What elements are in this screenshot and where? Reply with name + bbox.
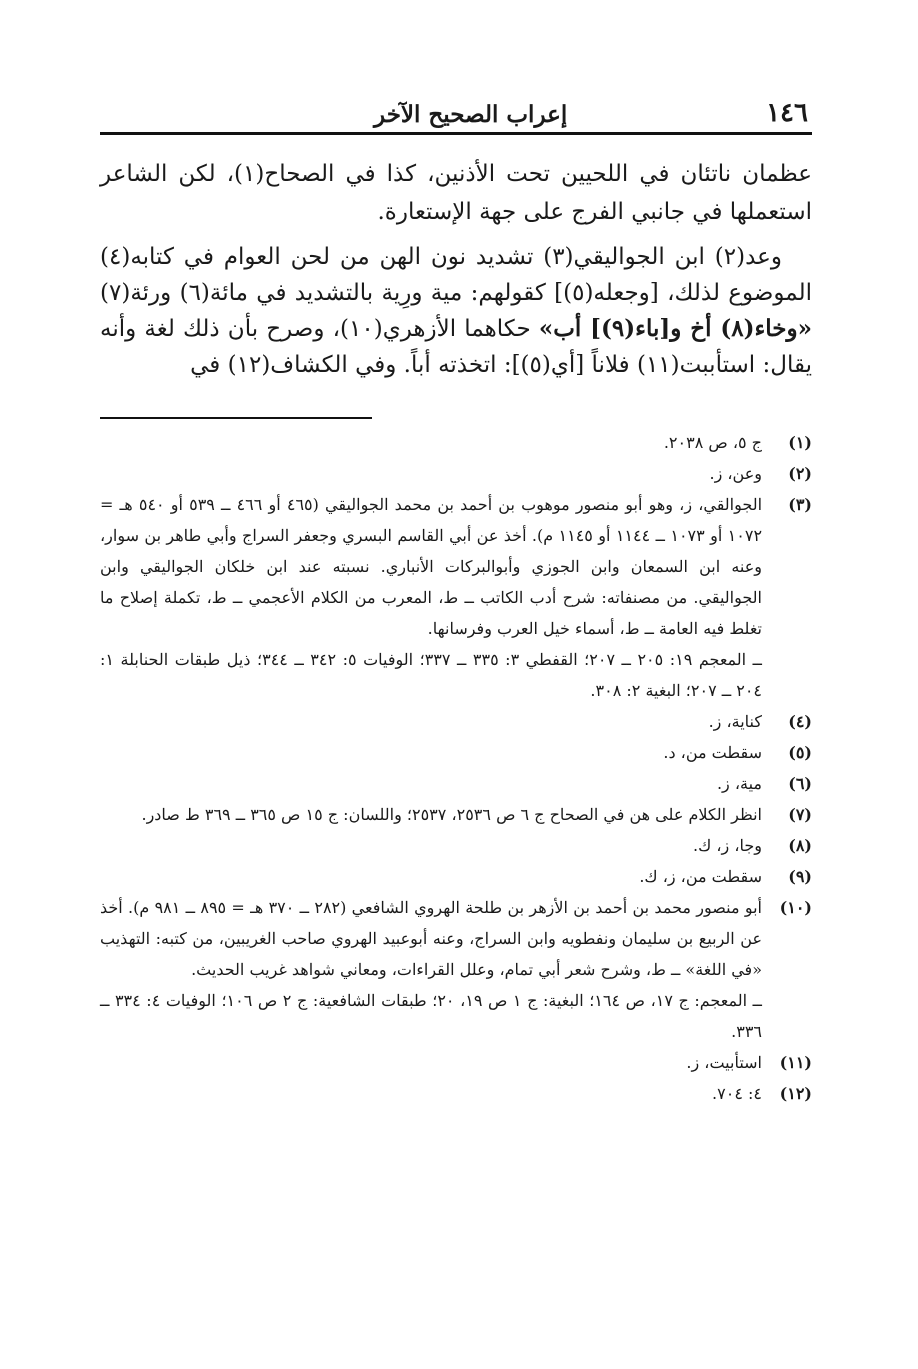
footnote	[100, 706, 812, 737]
paragraph-2-bold-quote: «وخاء(٨) أخ و[باء(٩)] أب»	[538, 315, 812, 342]
footnote	[100, 427, 812, 458]
paragraph-1: عظمان ناتئان في اللحيين تحت الأذنين، كذا في الصحاح(١)، لكن الشاعر استعملها في جانبي الفرج على جهة الإستعارة.	[100, 161, 812, 225]
footnote-reference: ــ المعجم ١٩: ٢٠٥ ــ ٢٠٧؛ القفطي ٣: ٣٣٥ ــ ٣٣٧؛ الوفيات ٥: ٣٤٢ ــ ٣٤٤؛ ذيل طبقات الحنابلة ١: ٢٠٤ ــ ٢٠٧؛ البغية ٢: ٣٠٨.	[100, 650, 762, 700]
footnote-separator	[100, 417, 372, 419]
footnote-number: (٤)	[788, 712, 812, 731]
footnote-text: انظر الكلام على هن في الصحاح ج ٦ ص ٢٥٣٦، ٢٥٣٧؛ واللسان: ج ١٥ ص ٣٦٥ ــ ٣٦٩ ط صادر.	[141, 805, 762, 824]
page-header	[100, 90, 812, 135]
footnote-text: استأبيت، ز.	[686, 1053, 762, 1072]
footnote-text: سقطت من، ز، ك.	[639, 867, 762, 886]
footnote-text: وجا، ز، ك.	[693, 836, 762, 855]
footnote-text: الجوالقي، ز، وهو أبو منصور موهوب بن أحمد بن محمد الجواليقي (٤٦٥ أو ٤٦٦ ــ ٥٣٩ أو ٥٤٠ هـ = ١٠٧٢ أو ١٠٧٣ ــ ١١٤٤ أو ١١٤٥ م). أخذ عن أبي القاسم البسري وجعفر السراج وأبي طاهر بن سوار، وعنه ابن السمعان وابن الجوزي وأبوالبركات الأنباري. نسبته عند ابن خلكان الجواليقي وابن الجواليقي. من مصنفاته: شرح أدب الكاتب ــ ط، المعرب من الكلام الأعجمي ــ ط، تكملة إصلاح ما تغلط فيه العامة ــ ط، أسماء خيل العرب وفرسانها.	[100, 495, 763, 638]
footnote-text: ٤: ٧٠٤.	[712, 1084, 762, 1103]
footnote-text: أبو منصور محمد بن أحمد بن الأزهر بن طلحة الهروي الشافعي (٢٨٢ ــ ٣٧٠ هـ = ٨٩٥ ــ ٩٨١ م). أخذ عن الربيع بن سليمان ونفطويه وابن السراج، وعنه أبوعبيد الهروي صاحب الغريبين، من كتبه: التهذيب «في اللغة» ــ ط، وشرح شعر أبي تمام، وعلل القراءات، ومعاني شواهد غريب الحديث.	[100, 898, 763, 979]
footnote-separator-wrap	[100, 417, 812, 419]
footnote-text: ج ٥، ص ٢٠٣٨.	[663, 433, 762, 452]
footnote	[100, 861, 812, 892]
footnote-number: (١)	[788, 433, 812, 452]
footnote-number: (٢)	[788, 464, 812, 483]
footnote	[100, 737, 812, 768]
paragraph-2-part-b: حكاهما الأزهري(١٠)، وصرح بأن ذلك لغة وأنه يقال: استأببت(١١) فلاناً [أي(٥)]: اتخذته أباً. وفي الكشاف(١٢) في	[100, 316, 812, 378]
footnote-number: (٩)	[788, 867, 812, 886]
footnote-text: مية، ز.	[716, 774, 762, 793]
paragraph-2-part-a: وعد(٢) ابن الجواليقي(٣) تشديد نون الهن من لحن العوام في كتابه(٤) الموضوع لذلك، [وجعله(٥)] كقولهم: مية ورِية بالتشديد في مائة(٦) ورئة(٧)	[100, 244, 812, 306]
footnote-number: (٥)	[788, 743, 812, 762]
book-page	[100, 90, 812, 1109]
footnotes	[100, 427, 812, 1109]
footnote-number: (١٠)	[779, 898, 812, 917]
footnote	[100, 1047, 812, 1078]
footnote	[100, 830, 812, 861]
footnote-number: (٦)	[788, 774, 812, 793]
page-number: ١٤٦	[766, 98, 808, 128]
footnote-number: (٣)	[788, 495, 812, 514]
main-text	[100, 155, 812, 383]
footnote	[100, 799, 812, 830]
footnote	[100, 1078, 812, 1109]
footnote	[100, 768, 812, 799]
footnote-number: (٧)	[788, 805, 812, 824]
footnote-number: (١٢)	[779, 1084, 812, 1103]
footnote-text: كناية، ز.	[708, 712, 762, 731]
paragraph-2	[100, 239, 812, 383]
footnote-text: سقطت من، د.	[663, 743, 762, 762]
footnote	[100, 458, 812, 489]
footnote-number: (١١)	[779, 1053, 812, 1072]
footnote	[100, 489, 812, 644]
running-title: إعراب الصحيح الآخر	[374, 101, 568, 128]
footnote-text: وعن، ز.	[709, 464, 762, 483]
footnote	[100, 892, 812, 985]
footnote-reference: ــ المعجم: ج ١٧، ص ١٦٤؛ البغية: ج ١ ص ١٩، ٢٠؛ طبقات الشافعية: ج ٢ ص ١٠٦؛ الوفيات ٤: ٣٣٤ ــ ٣٣٦.	[100, 991, 762, 1041]
footnote-number: (٨)	[788, 836, 812, 855]
